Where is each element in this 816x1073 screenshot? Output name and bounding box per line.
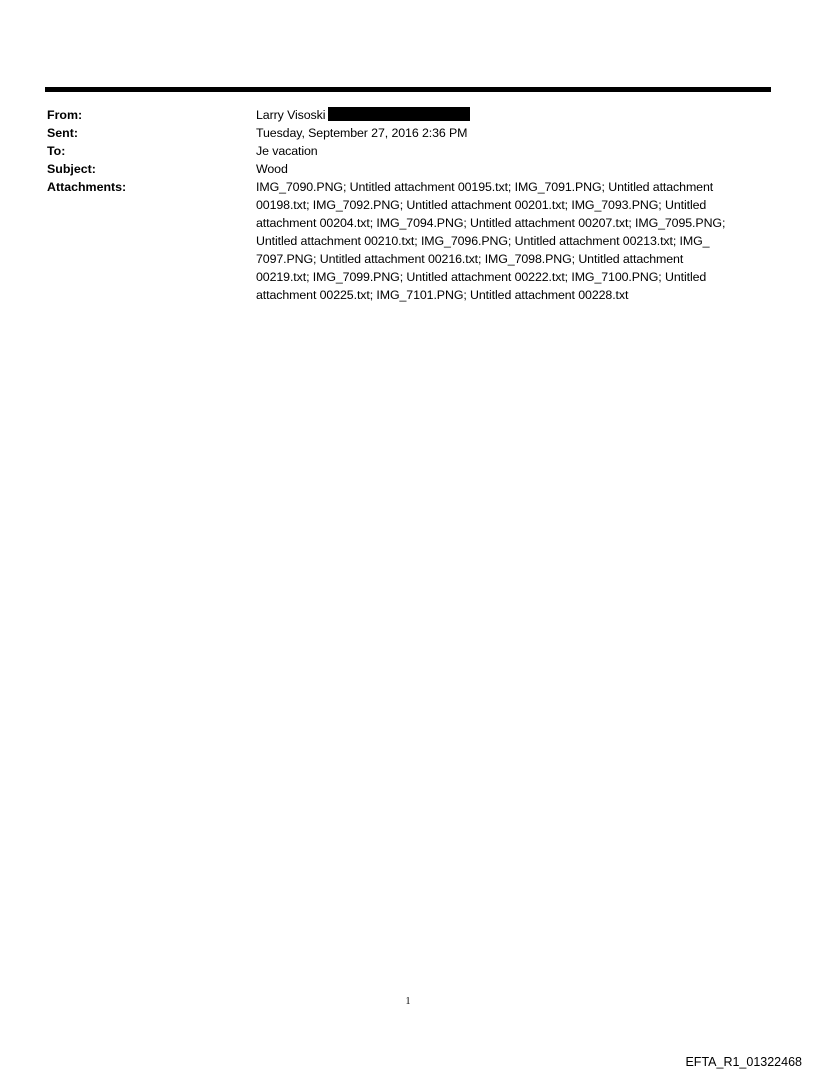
attachments-line: 7097.PNG; Untitled attachment 00216.txt; IMG_7098.PNG; Untitled attachment: [256, 252, 684, 266]
to-label: To:: [47, 144, 66, 158]
page-number: 1: [405, 996, 411, 1007]
subject-row: [47, 160, 767, 178]
sent-value: Tuesday, September 27, 2016 2:36 PM: [256, 126, 468, 140]
email-header: [47, 106, 767, 304]
from-value-container: [256, 106, 767, 124]
header-divider-rule: [45, 87, 771, 92]
attachments-line: attachment 00225.txt; IMG_7101.PNG; Untitled attachment 00228.txt: [256, 288, 629, 302]
sent-label: Sent:: [47, 126, 78, 140]
attachments-line: 00219.txt; IMG_7099.PNG; Untitled attachment 00222.txt; IMG_7100.PNG; Untitled: [256, 270, 707, 284]
attachments-line: IMG_7090.PNG; Untitled attachment 00195.txt; IMG_7091.PNG; Untitled attachment: [256, 180, 714, 194]
subject-label: Subject:: [47, 162, 96, 176]
attachments-list: [256, 178, 767, 304]
attachments-line: Untitled attachment 00210.txt; IMG_7096.PNG; Untitled attachment 00213.txt; IMG_: [256, 234, 710, 248]
from-label: From:: [47, 108, 83, 122]
document-id: EFTA_R1_01322468: [685, 1055, 802, 1069]
to-row: [47, 142, 767, 160]
attachments-line: 00198.txt; IMG_7092.PNG; Untitled attachment 00201.txt; IMG_7093.PNG; Untitled: [256, 198, 707, 212]
redaction-block: [328, 107, 470, 121]
attachments-line: attachment 00204.txt; IMG_7094.PNG; Untitled attachment 00207.txt; IMG_7095.PNG;: [256, 216, 726, 230]
attachments-label: Attachments:: [47, 180, 127, 194]
subject-value: Wood: [256, 162, 288, 176]
sent-row: [47, 124, 767, 142]
to-value: Je vacation: [256, 144, 318, 158]
from-value: Larry Visoski: [256, 108, 326, 122]
attachments-row: [47, 178, 767, 304]
from-row: [47, 106, 767, 124]
